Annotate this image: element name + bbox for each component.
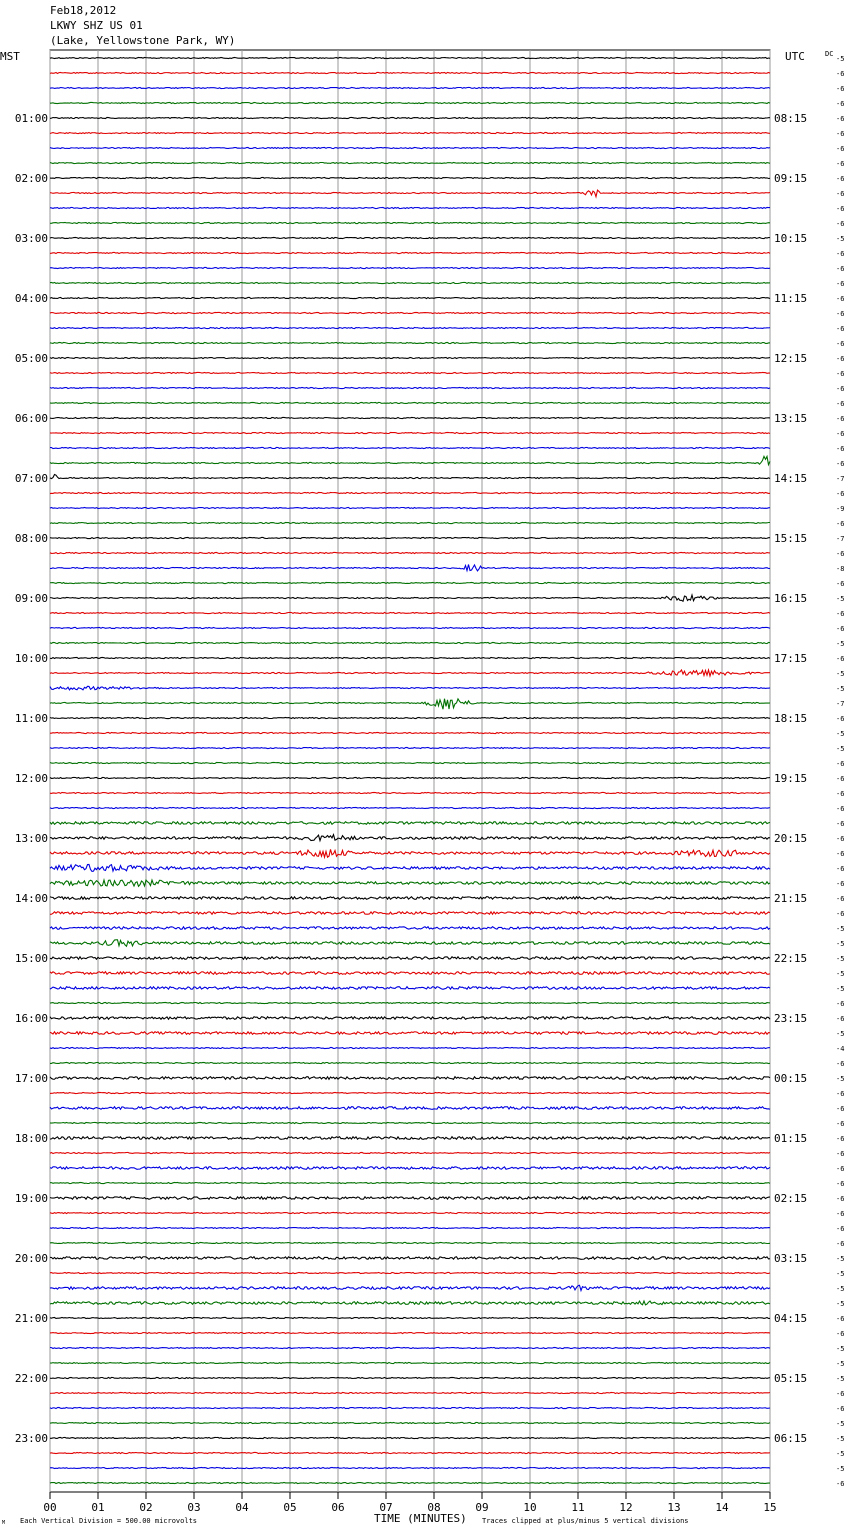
- hour-label-left: 21:00: [14, 1312, 48, 1325]
- seismic-trace: [50, 207, 770, 208]
- seismic-trace: [50, 432, 770, 433]
- hour-label-right: 02:15: [774, 1192, 808, 1205]
- plot-frame: [50, 50, 770, 1492]
- dc-offset-label: -5: [836, 670, 845, 678]
- seismic-trace: [50, 1227, 770, 1228]
- dc-offset-label: -6: [836, 1405, 845, 1413]
- hour-label-right: 08:15: [774, 112, 808, 125]
- seismic-trace: [50, 87, 770, 88]
- hour-label-left: 23:00: [14, 1432, 48, 1445]
- dc-offset-label: -6: [836, 610, 845, 618]
- dc-offset-label: -6: [836, 1135, 845, 1143]
- hour-label-right: 01:15: [774, 1132, 808, 1145]
- seismic-trace: [50, 522, 770, 523]
- label-layer: [0, 50, 844, 1526]
- seismic-trace: [50, 864, 770, 871]
- dc-offset-label: -5: [836, 940, 845, 948]
- header-date: Feb18,2012: [50, 4, 117, 17]
- corner-mark: M: [2, 1520, 6, 1526]
- dc-offset-label: -6: [836, 160, 845, 168]
- x-tick-label: 08: [427, 1501, 441, 1514]
- hour-label-left: 18:00: [14, 1132, 48, 1145]
- hour-label-right: 14:15: [774, 472, 808, 485]
- x-tick-label: 11: [571, 1501, 585, 1514]
- seismic-trace: [50, 417, 770, 418]
- left-timezone-label: MST: [0, 50, 20, 63]
- seismic-trace: [50, 222, 770, 223]
- seismic-trace: [50, 57, 770, 58]
- hour-label-left: 05:00: [14, 352, 48, 365]
- seismic-trace: [50, 537, 770, 538]
- dc-offset-label: -5: [836, 595, 845, 603]
- seismic-trace: [50, 1317, 770, 1318]
- hour-label-left: 22:00: [14, 1372, 48, 1385]
- dc-offset-label: -5: [836, 1285, 845, 1293]
- x-tick-label: 05: [283, 1501, 297, 1514]
- dc-offset-label: -6: [836, 115, 845, 123]
- seismic-trace: [50, 147, 770, 148]
- dc-offset-label: -5: [836, 730, 845, 738]
- dc-offset-label: -6: [836, 295, 845, 303]
- hour-label-right: 13:15: [774, 412, 808, 425]
- x-tick-label: 04: [235, 1501, 249, 1514]
- dc-offset-label: -6: [836, 1165, 845, 1173]
- seismic-trace: [50, 1032, 770, 1035]
- dc-offset-label: -5: [836, 1450, 845, 1458]
- seismic-trace: [50, 1347, 770, 1348]
- seismic-trace: [50, 1107, 770, 1110]
- dc-offset-label: -6: [836, 400, 845, 408]
- dc-offset-label: -6: [836, 190, 845, 198]
- dc-offset-label: -6: [836, 1015, 845, 1023]
- footer-clip-note: Traces clipped at plus/minus 5 vertical divisions: [482, 1517, 689, 1525]
- dc-offset-label: -6: [836, 1480, 845, 1488]
- seismic-trace: [50, 912, 770, 915]
- dc-offset-label: -6: [836, 805, 845, 813]
- seismic-trace: [50, 972, 770, 975]
- hour-label-left: 04:00: [14, 292, 48, 305]
- x-tick-label: 00: [43, 1501, 57, 1514]
- dc-offset-label: -6: [836, 1240, 845, 1248]
- seismic-trace: [50, 1285, 770, 1290]
- hour-label-left: 11:00: [14, 712, 48, 725]
- seismic-trace: [50, 792, 770, 793]
- seismic-trace: [50, 732, 770, 733]
- hour-label-left: 06:00: [14, 412, 48, 425]
- dc-offset-label: -5: [836, 970, 845, 978]
- seismic-trace: [50, 822, 770, 825]
- seismic-trace: [50, 657, 770, 658]
- seismic-trace: [50, 565, 770, 571]
- seismic-trace: [50, 387, 770, 388]
- x-tick-label: 12: [619, 1501, 633, 1514]
- dc-offset-label: -6: [836, 835, 845, 843]
- dc-offset-label: -6: [836, 325, 845, 333]
- seismic-trace: [50, 474, 770, 478]
- dc-offset-label: -5: [836, 1375, 845, 1383]
- dc-offset-label: -5: [836, 1345, 845, 1353]
- seismic-trace: [50, 686, 770, 690]
- dc-offset-label: -6: [836, 310, 845, 318]
- seismic-trace: [50, 897, 770, 900]
- dc-offset-label: -6: [836, 460, 845, 468]
- seismic-trace: [50, 612, 770, 613]
- seismic-trace: [50, 1452, 770, 1453]
- seismic-trace: [50, 456, 770, 464]
- dc-offset-label: -6: [836, 145, 845, 153]
- dc-offset-label: -6: [836, 445, 845, 453]
- seismic-trace: [50, 717, 770, 718]
- seismic-trace: [50, 762, 770, 763]
- seismic-trace: [50, 117, 770, 118]
- hour-label-right: 03:15: [774, 1252, 808, 1265]
- dc-offset-label: -6: [836, 775, 845, 783]
- seismic-trace: [50, 747, 770, 748]
- seismic-trace: [50, 807, 770, 808]
- hour-label-left: 10:00: [14, 652, 48, 665]
- hour-label-right: 16:15: [774, 592, 808, 605]
- dc-offset-label: -6: [836, 385, 845, 393]
- hour-label-right: 21:15: [774, 892, 808, 905]
- hour-label-right: 06:15: [774, 1432, 808, 1445]
- dc-offset-label: -6: [836, 1210, 845, 1218]
- dc-label: DC: [825, 50, 834, 58]
- seismic-trace: [50, 342, 770, 343]
- seismic-trace: [50, 1137, 770, 1140]
- dc-offset-label: -6: [836, 490, 845, 498]
- seismic-trace: [50, 102, 770, 103]
- seismic-trace: [50, 1467, 770, 1468]
- hour-label-left: 12:00: [14, 772, 48, 785]
- hour-label-left: 01:00: [14, 112, 48, 125]
- dc-offset-label: -6: [836, 70, 845, 78]
- seismic-trace: [50, 1407, 770, 1408]
- seismic-trace: [50, 1377, 770, 1378]
- dc-offset-label: -6: [836, 280, 845, 288]
- dc-offset-label: -5: [836, 985, 845, 993]
- x-tick-label: 15: [763, 1501, 777, 1514]
- dc-offset-label: -6: [836, 220, 845, 228]
- seismic-trace: [50, 1332, 770, 1333]
- dc-offset-label: -6: [836, 1225, 845, 1233]
- dc-offset-label: -6: [836, 265, 845, 273]
- hour-label-right: 10:15: [774, 232, 808, 245]
- dc-offset-label: -6: [836, 1000, 845, 1008]
- dc-offset-label: -6: [836, 340, 845, 348]
- hour-label-left: 03:00: [14, 232, 48, 245]
- seismic-trace: [50, 1167, 770, 1170]
- seismic-trace: [50, 1122, 770, 1123]
- dc-offset-label: -6: [836, 520, 845, 528]
- seismic-trace: [50, 1002, 770, 1003]
- seismic-trace: [50, 642, 770, 643]
- dc-offset-label: -6: [836, 100, 845, 108]
- dc-offset-label: -5: [836, 1270, 845, 1278]
- seismic-trace: [50, 1362, 770, 1363]
- hour-label-right: 09:15: [774, 172, 808, 185]
- dc-offset-label: -6: [836, 865, 845, 873]
- seismic-trace: [50, 312, 770, 313]
- seismic-trace: [50, 1392, 770, 1393]
- dc-offset-label: -6: [836, 580, 845, 588]
- dc-offset-label: -5: [836, 640, 845, 648]
- dc-offset-label: -4: [836, 1045, 845, 1053]
- seismic-trace: [50, 162, 770, 163]
- seismic-trace: [50, 1422, 770, 1423]
- seismic-trace: [50, 927, 770, 930]
- dc-offset-label: -6: [836, 370, 845, 378]
- hour-label-right: 15:15: [774, 532, 808, 545]
- hour-label-right: 17:15: [774, 652, 808, 665]
- dc-offset-label: -6: [836, 550, 845, 558]
- dc-offset-label: -9: [836, 505, 845, 513]
- hour-label-left: 16:00: [14, 1012, 48, 1025]
- seismic-trace: [50, 1272, 770, 1273]
- seismic-trace: [50, 252, 770, 253]
- seismic-trace: [50, 1047, 770, 1048]
- hour-label-left: 08:00: [14, 532, 48, 545]
- hour-label-left: 19:00: [14, 1192, 48, 1205]
- x-tick-label: 13: [667, 1501, 681, 1514]
- dc-offset-label: -5: [836, 1465, 845, 1473]
- dc-offset-label: -6: [836, 205, 845, 213]
- hour-label-right: 23:15: [774, 1012, 808, 1025]
- dc-offset-label: -5: [836, 955, 845, 963]
- seismic-trace: [50, 777, 770, 778]
- hour-label-right: 19:15: [774, 772, 808, 785]
- hour-label-left: 15:00: [14, 952, 48, 965]
- seismic-trace: [50, 447, 770, 448]
- dc-offset-label: -6: [836, 250, 845, 258]
- seismic-trace: [50, 1017, 770, 1020]
- hour-label-right: 22:15: [774, 952, 808, 965]
- dc-offset-label: -6: [836, 655, 845, 663]
- dc-offset-label: -6: [836, 715, 845, 723]
- hour-label-right: 00:15: [774, 1072, 808, 1085]
- dc-offset-label: -5: [836, 1030, 845, 1038]
- right-timezone-label: UTC: [785, 50, 805, 63]
- dc-offset-label: -6: [836, 355, 845, 363]
- dc-offset-label: -8: [836, 565, 845, 573]
- header-location: (Lake, Yellowstone Park, WY): [50, 34, 236, 47]
- x-tick-label: 10: [523, 1501, 537, 1514]
- seismic-trace: [50, 132, 770, 133]
- dc-offset-label: -6: [836, 1195, 845, 1203]
- seismic-trace: [50, 1482, 770, 1483]
- dc-offset-label: -6: [836, 1120, 845, 1128]
- dc-offset-label: -5: [836, 55, 845, 63]
- seismic-trace: [50, 1062, 770, 1063]
- seismic-trace: [50, 880, 770, 886]
- seismic-trace: [50, 957, 770, 960]
- seismic-trace: [50, 1077, 770, 1080]
- dc-offset-label: -6: [836, 1150, 845, 1158]
- dc-offset-label: -6: [836, 175, 845, 183]
- dc-offset-label: -6: [836, 820, 845, 828]
- hour-label-right: 05:15: [774, 1372, 808, 1385]
- seismic-trace: [50, 237, 770, 238]
- dc-offset-label: -6: [836, 1180, 845, 1188]
- dc-offset-label: -6: [836, 430, 845, 438]
- hour-label-left: 09:00: [14, 592, 48, 605]
- dc-offset-label: -5: [836, 1255, 845, 1263]
- dc-offset-label: -5: [836, 235, 845, 243]
- seismic-trace: [50, 627, 770, 628]
- seismic-trace: [50, 1182, 770, 1183]
- dc-offset-label: -6: [836, 85, 845, 93]
- seismic-trace: [50, 267, 770, 268]
- seismic-trace: [50, 507, 770, 508]
- dc-offset-label: -6: [836, 415, 845, 423]
- hour-label-right: 11:15: [774, 292, 808, 305]
- footer-scale-note: Each Vertical Division = 500.00 microvolts: [20, 1517, 198, 1525]
- x-tick-label: 03: [187, 1501, 201, 1514]
- dc-offset-label: -5: [836, 1360, 845, 1368]
- hour-label-right: 12:15: [774, 352, 808, 365]
- seismic-trace: [50, 940, 770, 946]
- hour-label-right: 18:15: [774, 712, 808, 725]
- x-axis-label: TIME (MINUTES): [374, 1512, 467, 1525]
- hour-label-left: 13:00: [14, 832, 48, 845]
- seismic-trace: [50, 1152, 770, 1153]
- x-tick-label: 07: [379, 1501, 393, 1514]
- seismic-trace: [50, 177, 770, 178]
- seismic-trace: [50, 1437, 770, 1438]
- seismic-trace: [50, 699, 770, 709]
- dc-offset-label: -6: [836, 790, 845, 798]
- dc-offset-label: -7: [836, 535, 845, 543]
- dc-offset-label: -7: [836, 475, 845, 483]
- dc-offset-label: -7: [836, 700, 845, 708]
- dc-offset-label: -5: [836, 685, 845, 693]
- seismic-trace: [50, 327, 770, 328]
- dc-offset-label: -6: [836, 130, 845, 138]
- dc-offset-label: -5: [836, 1075, 845, 1083]
- hour-label-left: 07:00: [14, 472, 48, 485]
- seismic-trace: [50, 1242, 770, 1243]
- seismic-trace: [50, 357, 770, 358]
- dc-offset-label: -5: [836, 745, 845, 753]
- dc-offset-label: -6: [836, 1315, 845, 1323]
- hour-label-right: 04:15: [774, 1312, 808, 1325]
- seismic-trace: [50, 849, 770, 857]
- hour-label-left: 02:00: [14, 172, 48, 185]
- dc-offset-label: -6: [836, 850, 845, 858]
- x-tick-label: 14: [715, 1501, 729, 1514]
- hour-label-left: 14:00: [14, 892, 48, 905]
- hour-label-right: 20:15: [774, 832, 808, 845]
- dc-offset-label: -5: [836, 925, 845, 933]
- dc-offset-label: -6: [836, 880, 845, 888]
- dc-offset-label: -6: [836, 910, 845, 918]
- seismic-trace: [50, 552, 770, 553]
- dc-offset-label: -5: [836, 1435, 845, 1443]
- x-tick-label: 09: [475, 1501, 489, 1514]
- seismic-trace: [50, 372, 770, 373]
- dc-offset-label: -6: [836, 760, 845, 768]
- dc-offset-label: -6: [836, 895, 845, 903]
- dc-offset-label: -5: [836, 1420, 845, 1428]
- seismic-trace: [50, 190, 770, 197]
- seismic-trace: [50, 492, 770, 493]
- hour-label-left: 17:00: [14, 1072, 48, 1085]
- seismic-trace: [50, 282, 770, 283]
- x-tick-label: 06: [331, 1501, 345, 1514]
- seismic-trace: [50, 670, 770, 676]
- trace-layer: [50, 57, 770, 1483]
- header-station: LKWY SHZ US 01: [50, 19, 143, 32]
- seismic-trace: [50, 1212, 770, 1213]
- seismic-trace: [50, 1092, 770, 1093]
- seismic-trace: [50, 582, 770, 583]
- seismic-trace: [50, 1301, 770, 1305]
- dc-offset-label: -6: [836, 1090, 845, 1098]
- seismic-trace: [50, 1197, 770, 1200]
- dc-offset-label: -6: [836, 1390, 845, 1398]
- seismic-trace: [50, 297, 770, 298]
- seismic-trace: [50, 835, 770, 841]
- dc-offset-label: -6: [836, 1060, 845, 1068]
- seismic-trace: [50, 72, 770, 73]
- dc-offset-label: -5: [836, 1300, 845, 1308]
- x-tick-label: 01: [91, 1501, 105, 1514]
- seismic-trace: [50, 1257, 770, 1260]
- dc-offset-label: -6: [836, 625, 845, 633]
- x-tick-label: 02: [139, 1501, 153, 1514]
- hour-label-left: 20:00: [14, 1252, 48, 1265]
- seismic-trace: [50, 402, 770, 403]
- dc-offset-label: -6: [836, 1330, 845, 1338]
- seismic-trace: [50, 595, 770, 601]
- seismic-trace: [50, 987, 770, 990]
- dc-offset-label: -6: [836, 1105, 845, 1113]
